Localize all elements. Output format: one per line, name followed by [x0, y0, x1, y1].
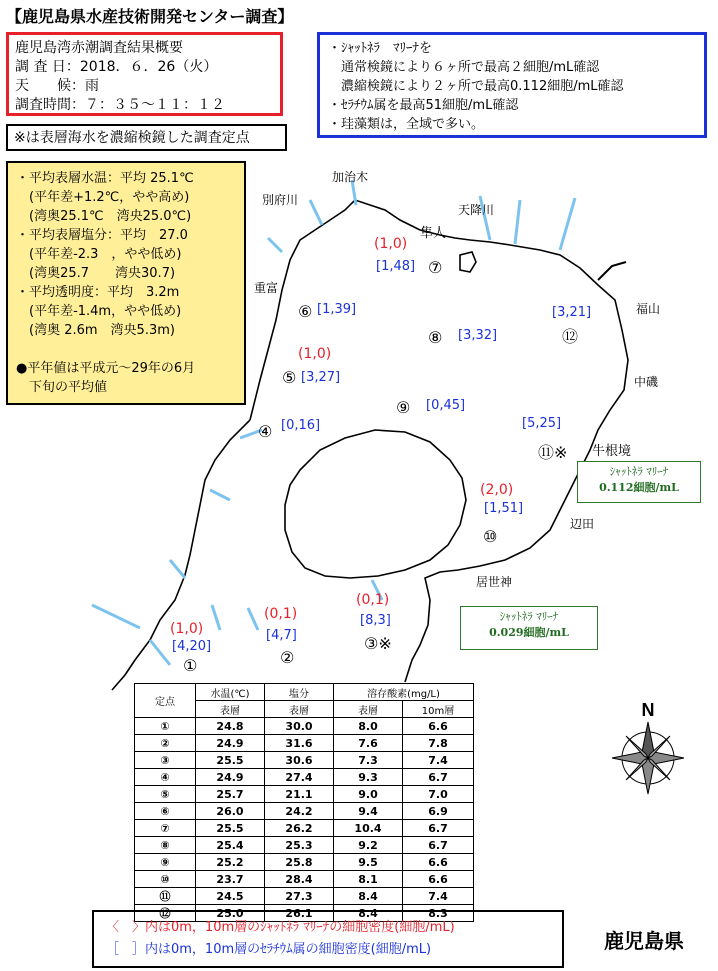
legend-box [92, 910, 564, 968]
table-cell: 25.2 [196, 854, 265, 871]
place-shigetomi: 重富 [254, 281, 279, 295]
callout-species: ｼｬｯﾄﾈﾗ ﾏﾘｰﾅ [499, 610, 559, 623]
table-cell: 8.1 [334, 871, 403, 888]
north-arrow-icon [608, 700, 688, 795]
table-cell: 24.2 [265, 803, 334, 820]
place-amorigawa: 天降川 [458, 203, 495, 217]
summary-heading: 鹿児島湾赤潮調査結果概要 [15, 40, 183, 56]
table-cell: 6.6 [403, 718, 474, 735]
findings-box [317, 32, 707, 138]
table-row [135, 718, 474, 735]
table-row [135, 735, 474, 752]
finding-line: 濃縮検鏡により２ヶ所で最高0.112細胞/mL確認 [328, 79, 624, 94]
col-salinity-surface: 表層 [265, 701, 334, 718]
station-note: ※は表層海水を濃縮検鏡した調査定点 [6, 124, 287, 151]
table-cell: 27.4 [265, 769, 334, 786]
table-cell: 7.4 [403, 752, 474, 769]
table-cell: 8.4 [334, 905, 403, 922]
table-cell: 7.0 [403, 786, 474, 803]
table-cell: 9.5 [334, 854, 403, 871]
table-cell: 10.4 [334, 820, 403, 837]
station-3-chattonella: (0,1) [356, 592, 390, 608]
table-cell: 8.3 [403, 905, 474, 922]
col-temp: 水温(℃) [196, 684, 265, 701]
table-cell: ⑨ [135, 854, 196, 871]
station-6-ceratium: [1,39] [317, 302, 357, 317]
table-cell: ⑧ [135, 837, 196, 854]
finding-line: ・珪藻類は，全域で多い。 [328, 117, 485, 132]
callout-species: ｼｬｯﾄﾈﾗ ﾏﾘｰﾅ [609, 465, 669, 478]
table-cell: ⑦ [135, 820, 196, 837]
table-cell: ⑤ [135, 786, 196, 803]
avg-line: ●平年値は平成元～29年の6月 [16, 361, 196, 376]
table-cell: 25.0 [196, 905, 265, 922]
table-cell: ④ [135, 769, 196, 786]
table-cell: ② [135, 735, 196, 752]
table-cell: 26.2 [265, 820, 334, 837]
col-oxygen: 溶存酸素(mg/L) [334, 684, 474, 701]
table-cell: 24.5 [196, 888, 265, 905]
table-cell: 24.9 [196, 735, 265, 752]
place-hayato: 隼人 [420, 226, 447, 241]
station-7-chattonella: (1,0) [374, 236, 408, 252]
col-salinity: 塩分 [265, 684, 334, 701]
station-9-ceratium: [0,45] [426, 398, 466, 413]
table-cell: 25.5 [196, 820, 265, 837]
table-cell: 6.7 [403, 837, 474, 854]
table-cell: 25.3 [265, 837, 334, 854]
station-10-chattonella: (2,0) [480, 482, 514, 498]
table-cell: ③ [135, 752, 196, 769]
table-row [135, 837, 474, 854]
table-row [135, 854, 474, 871]
table-cell: ⑩ [135, 871, 196, 888]
table-cell: 31.6 [265, 735, 334, 752]
station-6-marker: ⑥ [298, 302, 313, 321]
table-cell: 6.9 [403, 803, 474, 820]
legend-ceratium: ［ ］内は0m，10m層のｾﾗﾁｳﾑ属の細胞密度(細胞/mL) [106, 942, 432, 957]
table-cell: 8.4 [334, 888, 403, 905]
page-title: 【鹿児島県水産技術開発センター調査】 [6, 7, 294, 26]
table-row [135, 871, 474, 888]
callout-density: 0.112細胞/mL [599, 481, 679, 494]
station-11-marker: ⑪※ [538, 443, 568, 462]
table-cell: ⑫ [135, 905, 196, 922]
avg-line: (湾奥25.7 湾央30.7) [16, 266, 176, 281]
weather: 天 候：雨 [15, 78, 99, 94]
col-temp-surface: 表層 [196, 701, 265, 718]
station-3-ceratium: [8,3] [360, 613, 391, 628]
station-1-marker: ① [183, 656, 198, 675]
table-cell: 25.7 [196, 786, 265, 803]
station-5-chattonella: (1,0) [298, 346, 332, 362]
table-cell: 9.0 [334, 786, 403, 803]
col-oxygen-10m: 10m層 [403, 701, 474, 718]
finding-line: ・ｾﾗﾁｳﾑ属を最高51細胞/mL確認 [328, 98, 519, 113]
avg-line: ・平均表層水温：平均 25.1℃ [16, 171, 194, 186]
table-cell: 25.4 [196, 837, 265, 854]
place-koseshin: 居世神 [476, 575, 513, 589]
place-kajiki: 加治木 [332, 170, 369, 184]
station-11-ceratium: [5,25] [522, 416, 562, 431]
station-1-chattonella: (1,0) [170, 621, 204, 637]
table-row [135, 769, 474, 786]
station-2-marker: ② [280, 648, 295, 667]
avg-line: (平年差+1.2℃，やや高め) [16, 190, 190, 205]
table-row [135, 888, 474, 905]
avg-line: (湾奥 2.6m 湾央5.3m) [16, 323, 175, 338]
station-4-marker: ④ [258, 422, 273, 441]
table-cell: 24.8 [196, 718, 265, 735]
table-cell: 9.3 [334, 769, 403, 786]
finding-line: 通常検鏡により６ヶ所で最高２細胞/mL確認 [328, 60, 600, 75]
table-cell: 7.4 [403, 888, 474, 905]
table-body [135, 718, 474, 922]
survey-time: 調査時間：７：３５～１１：１２ [15, 97, 225, 113]
table-cell: 8.0 [334, 718, 403, 735]
callout-density: 0.029細胞/mL [489, 626, 569, 639]
station-10-ceratium: [1,51] [484, 501, 524, 516]
station-9-marker: ⑨ [396, 398, 411, 417]
place-henda: 辺田 [570, 517, 595, 531]
station-3-marker: ③※ [364, 634, 392, 653]
station-12-ceratium: [3,21] [552, 305, 592, 320]
station-12-marker: ⑫ [562, 327, 579, 346]
station-7-marker: ⑦ [428, 258, 443, 277]
table-cell: ⑪ [135, 888, 196, 905]
station-2-chattonella: (0,1) [264, 606, 298, 622]
station-5-ceratium: [3,27] [301, 370, 341, 385]
observation-table [134, 683, 474, 922]
table-cell: 27.3 [265, 888, 334, 905]
table-cell: 21.1 [265, 786, 334, 803]
table-row [135, 786, 474, 803]
avg-line [16, 340, 236, 359]
table-row [135, 803, 474, 820]
station-7-ceratium: [1,48] [376, 259, 416, 274]
col-oxygen-surface: 表層 [334, 701, 403, 718]
callout-station-3 [460, 606, 598, 650]
place-beppugawa: 別府川 [262, 193, 299, 207]
table-cell: 6.7 [403, 820, 474, 837]
table-cell: 6.6 [403, 854, 474, 871]
table-cell: 23.7 [196, 871, 265, 888]
col-station: 定点 [135, 684, 196, 718]
place-nakaiso: 中磯 [634, 375, 659, 389]
table-cell: 9.4 [334, 803, 403, 820]
table-cell: 25.8 [265, 854, 334, 871]
finding-line: ・ｼｬｯﾄﾈﾗ ﾏﾘｰﾅを [328, 41, 433, 56]
table-cell: ① [135, 718, 196, 735]
station-10-marker: ⑩ [483, 527, 498, 546]
table-row [135, 820, 474, 837]
summary-box [6, 32, 283, 116]
station-5-marker: ⑤ [282, 368, 297, 387]
place-fukuyama: 福山 [636, 302, 661, 316]
table-cell: 7.6 [334, 735, 403, 752]
avg-line: (湾奥25.1℃ 湾央25.0℃) [16, 209, 192, 224]
station-2-ceratium: [4,7] [266, 628, 297, 643]
station-1-ceratium: [4,20] [172, 639, 212, 654]
table-cell: 30.6 [265, 752, 334, 769]
table-cell: 6.7 [403, 769, 474, 786]
table-cell: 26.1 [265, 905, 334, 922]
table-cell: 24.9 [196, 769, 265, 786]
table-cell: 26.0 [196, 803, 265, 820]
avg-line: ・平均透明度：平均 3.2m [16, 285, 180, 300]
table-row [135, 752, 474, 769]
table-cell: 6.6 [403, 871, 474, 888]
avg-line: ・平均表層塩分：平均 27.0 [16, 228, 188, 243]
table-cell: 30.0 [265, 718, 334, 735]
avg-line: (平年差-2.3 ，やや低め) [16, 247, 182, 262]
table-cell: 28.4 [265, 871, 334, 888]
place-ushinekyo: 牛根境 [592, 444, 632, 459]
table-cell: 25.5 [196, 752, 265, 769]
callout-station-11 [577, 461, 701, 503]
prefecture-label: 鹿児島県 [604, 929, 684, 953]
station-4-ceratium: [0,16] [281, 418, 321, 433]
table-cell: 7.3 [334, 752, 403, 769]
legend-chattonella: 〈 〉内は0m，10m層のｼｬｯﾄﾈﾗ ﾏﾘｰﾅの細胞密度(細胞/mL) [106, 920, 455, 935]
table-cell: 9.2 [334, 837, 403, 854]
station-8-marker: ⑧ [428, 328, 443, 347]
table-cell: ⑥ [135, 803, 196, 820]
avg-line: (平年差-1.4m，やや低め) [16, 304, 182, 319]
survey-date: 調 査 日：2018．６．26（火） [15, 59, 218, 75]
avg-line: 下旬の平均値 [16, 380, 108, 395]
table-cell: 7.8 [403, 735, 474, 752]
station-8-ceratium: [3,32] [458, 328, 498, 343]
averages-box [6, 161, 246, 405]
compass-n-label: N [641, 700, 655, 720]
